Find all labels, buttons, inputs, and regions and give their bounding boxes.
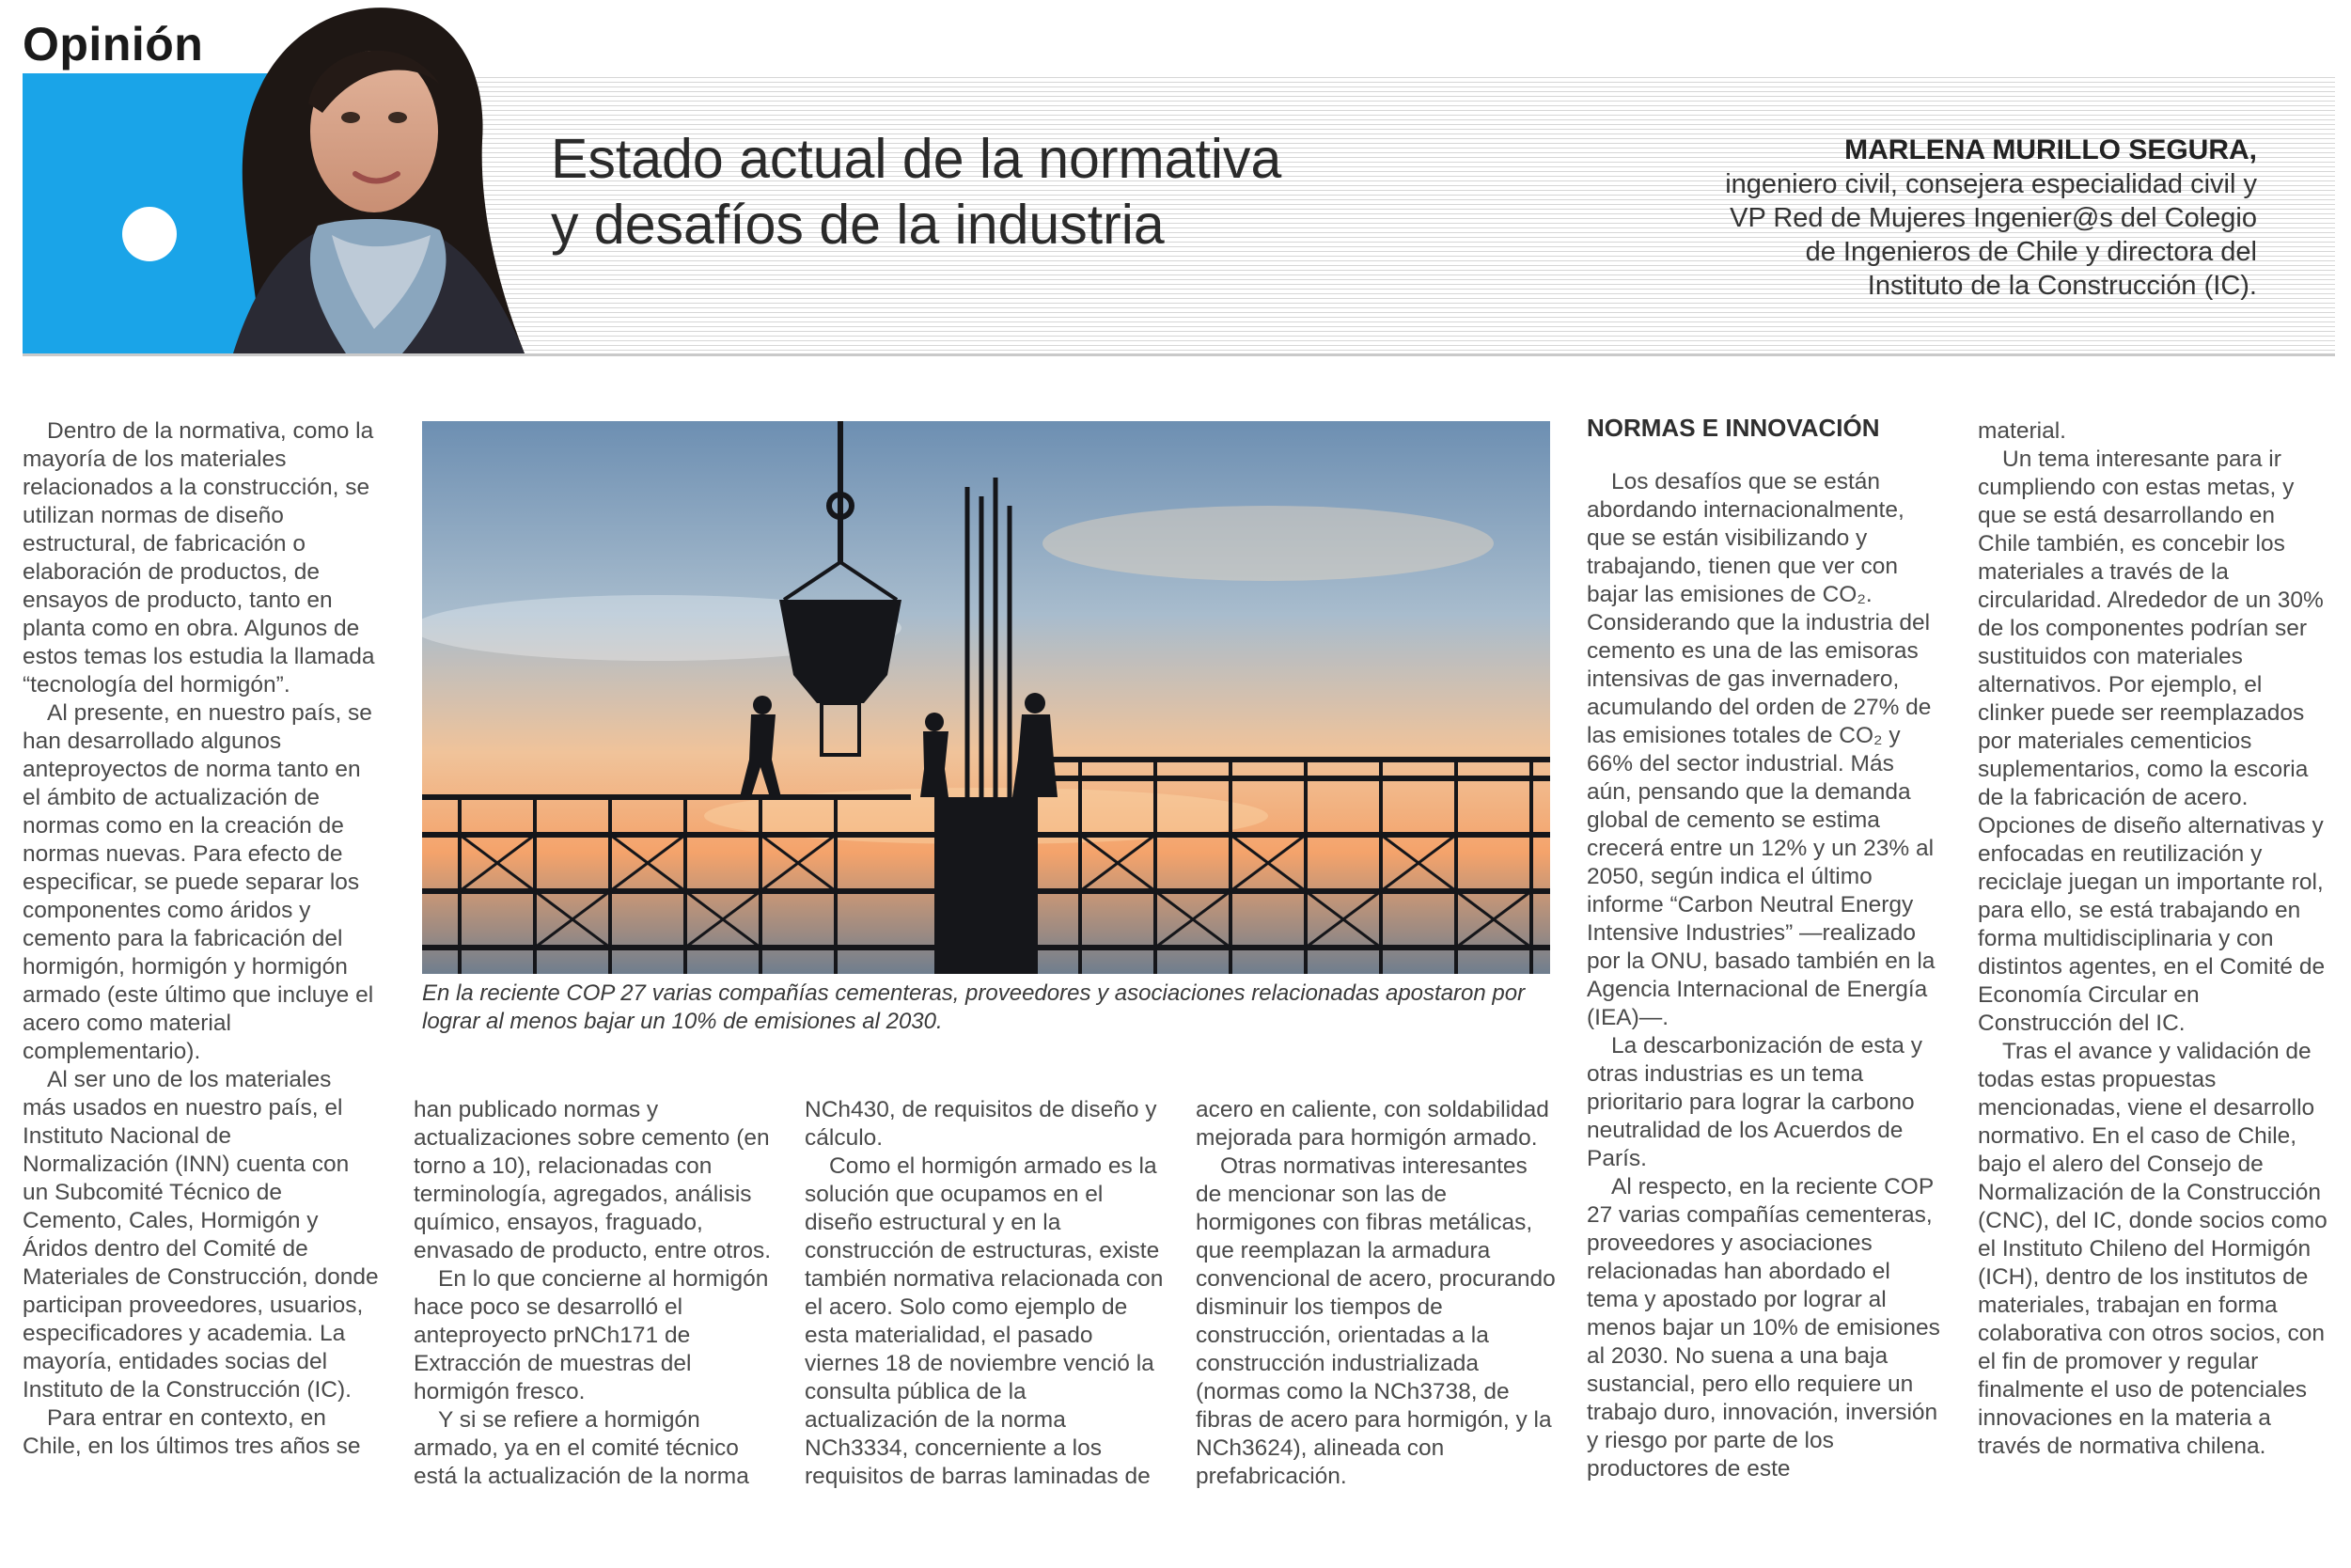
author-byline [1411, 133, 2257, 303]
paragraph: acero en caliente, con soldabilidad mejorada para hormigón armado. [1196, 1097, 1549, 1151]
article-column-1 [23, 417, 380, 1461]
article-column-2 [414, 1096, 771, 1491]
paragraph: En lo que concierne al hormigón hace poco se desarrolló el anteproyecto prNCh171 de Extracción de muestras del hormigón fresco. [414, 1266, 769, 1404]
headline-line-1: Estado actual de la normativa [551, 128, 1282, 190]
author-bio-line: de Ingenieros de Chile y directora del [1805, 237, 2257, 267]
photo-caption: En la reciente COP 27 varias compañías cementeras, proveedores y asociaciones relacionadas apostaron por lograr al menos bajar un 10% de emisiones al 2030. [422, 980, 1526, 1034]
paragraph: Otras normativas interesantes de mencionar son las de hormigones con fibras metálicas, que reemplazan la armadura convencional de acero, procurando disminuir los tiempos de construcción, orientadas a la construcción industrializada (normas como la NCh3738, de fibras de acero para hormigón, y la NCh3624), alineada con prefabricación. [1196, 1153, 1556, 1489]
paragraph: NCh430, de requisitos de diseño y cálculo. [805, 1097, 1157, 1151]
author-portrait [158, 0, 553, 353]
article-column-3 [805, 1096, 1166, 1491]
author-bio-line: Instituto de la Construcción (IC). [1867, 271, 2257, 301]
headline-line-2: y desafíos de la industria [551, 194, 1165, 256]
paragraph: Tras el avance y validación de todas estas propuestas mencionadas, viene el desarrollo normativo. En el caso de Chile, bajo el alero del Consejo de Normalización de la Construcción (CNC), del IC, donde socios como el Instituto Chileno del Hormigón (ICH), dentro de los institutos de materiales, trabajan en forma colaborativa con otros socios, con el fin de promover y regular finalmente el uso de potenciales innovaciones en la materia a través de normativa chilena. [1978, 1039, 2327, 1459]
paragraph: Los desafíos que se están abordando internacionalmente, que se están visibilizando y trabajando, tienen que ver con bajar las emisiones de CO₂. Considerando que la industria del cemento es una de las emisoras intensivas de gas invernadero, acumulando del orden de 27% de las emisiones totales de CO₂ y 66% del sector industrial. Más aún, pensando que la demanda global de cemento se estima crecerá entre un 12% y un 23% al 2050, según indica el último informe “Carbon Neutral Energy Intensive Industries” —realizado por la ONU, basado también en la Agencia Internacional de Energía (IEA)—. [1587, 469, 1936, 1030]
paragraph: Dentro de la normativa, como la mayoría de los materiales relacionados a la construcción, se utilizan normas de diseño estructural, de fabricación o elaboración de productos, de ensayos de producto, tanto en planta como en obra. Algunos de estos temas los estudia la llamada “tecnología del hormigón”. [23, 418, 375, 698]
article-column-6 [1978, 417, 2331, 1461]
subheading: NORMAS E INNOVACIÓN [1587, 414, 1880, 442]
paragraph: Un tema interesante para ir cumpliendo con estas metas, y que se está desarrollando en Chile también, es concebir los materiales a través de la circularidad. Alrededor de un 30% de los componentes podrían ser sustituidos con materiales alternativos. Por ejemplo, el clinker puede ser reemplazados por materiales cementicios suplementarios, como la escoria de la fabricación de acero. Opciones de diseño alternativas y enfocadas en reutilización y reciclaje juegan un importante rol, para ello, se está trabajando en forma multidisciplinaria y con distintos agentes, en el Comité de Economía Circular en Construcción del IC. [1978, 447, 2326, 1036]
paragraph: Al presente, en nuestro país, se han desarrollado algunos anteproyectos de norma tanto en el ámbito de actualización de normas como en la creación de normas nuevas. Para efecto de especificar, se puede separar los componentes como áridos y cemento para la fabricación del hormigón, hormigón y hormigón armado (este último que incluye el acero como material complementario). [23, 700, 374, 1064]
construction-photo [422, 421, 1550, 974]
headline [551, 126, 1453, 258]
paragraph: material. [1978, 418, 2066, 444]
article-column-4 [1196, 1096, 1557, 1491]
paragraph: Para entrar en contexto, en Chile, en los últimos tres años se [23, 1405, 361, 1459]
paragraph: han publicado normas y actualizaciones sobre cemento (en torno a 10), relacionadas con terminología, agregados, análisis químico, ensayos, fraguado, envasado de producto, entre otros. [414, 1097, 772, 1263]
paragraph: La descarbonización de esta y otras industrias es un tema prioritario para lograr la carbono neutralidad de los Acuerdos de París. [1587, 1033, 1922, 1171]
author-bio-line: ingeniero civil, consejera especialidad civil y [1725, 169, 2257, 199]
paragraph: Al ser uno de los materiales más usados en nuestro país, el Instituto Nacional de Normalización (INN) cuenta con un Subcomité Técnico de Cemento, Cales, Hormigón y Áridos dentro del Comité de Materiales de Construcción, donde participan proveedores, usuarios, especificadores y academia. La mayoría, entidades socias del Instituto de la Construcción (IC). [23, 1067, 379, 1403]
paragraph: Como el hormigón armado es la solución que ocupamos en el diseño estructural y en la construcción de estructuras, existe también normativa relacionada con el acero. Solo como ejemplo de esta materialidad, el pasado viernes 18 de noviembre venció la consulta pública de la actualización de la norma NCh3334, concerniente a los requisitos de barras laminadas de [805, 1153, 1164, 1489]
article-column-5 [1587, 414, 1944, 1483]
section-label: Opinión [23, 18, 204, 71]
paragraph: Y si se refiere a hormigón armado, ya en el comité técnico está la actualización de la norma [414, 1407, 749, 1489]
paragraph: Al respecto, en la reciente COP 27 varias compañías cementeras, proveedores y asociaciones relacionadas han abordado el tema y apostado por lograr al menos bajar un 10% de emisiones al 2030. No suena a una baja sustancial, pero ello requiere un trabajo duro, innovación, inversión y riesgo por parte de los productores de este [1587, 1174, 1940, 1482]
author-bio-line: VP Red de Mujeres Ingenier@s del Colegio [1730, 203, 2257, 233]
author-name: MARLENA MURILLO SEGURA, [1844, 134, 2257, 165]
